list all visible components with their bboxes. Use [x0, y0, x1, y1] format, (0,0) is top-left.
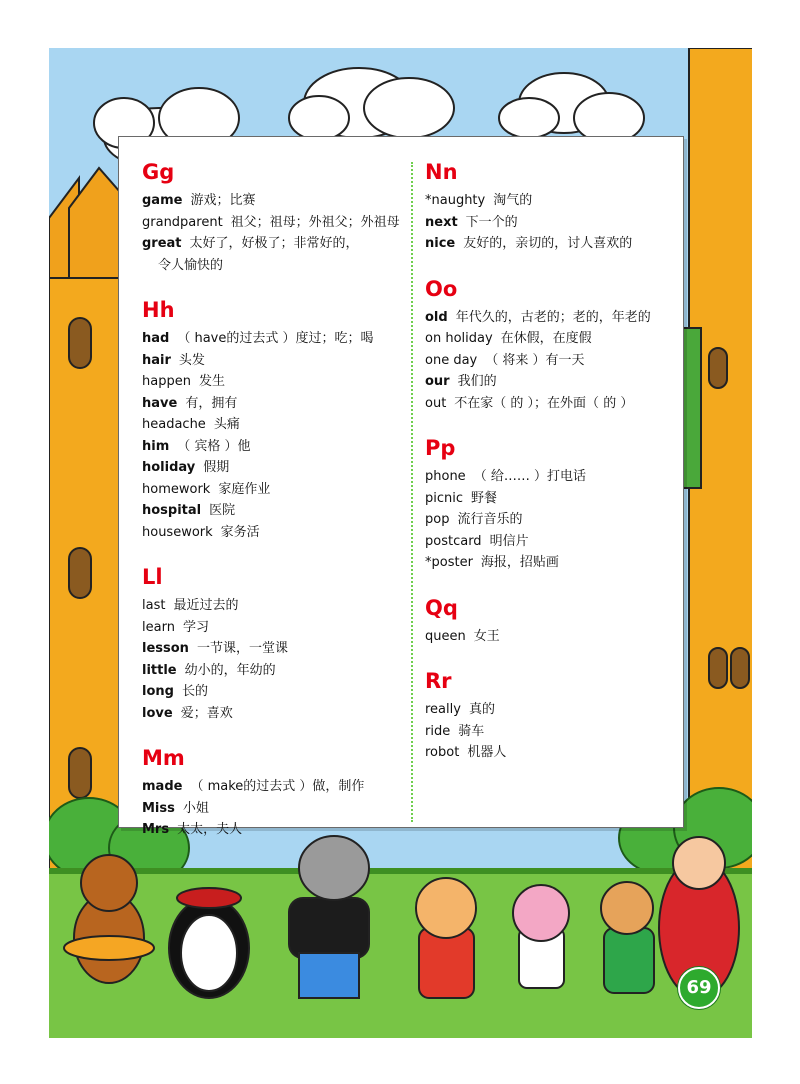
- vocab-word: great: [142, 236, 182, 251]
- vocab-entry: [142, 617, 408, 639]
- section-letter-heading: Ll: [142, 565, 163, 589]
- vocab-word: next: [425, 214, 458, 230]
- vocab-meaning: 太太，夫人: [177, 822, 243, 837]
- vocab-meaning: 骑车: [458, 723, 485, 739]
- vocab-entry: [142, 350, 408, 372]
- vocab-word: little: [142, 662, 177, 678]
- vocab-entry: [142, 479, 408, 501]
- vocab-word: grandparent: [142, 214, 223, 230]
- vocab-entry: [425, 371, 675, 393]
- vocab-word: holiday: [142, 460, 196, 475]
- vocab-word: game: [142, 193, 183, 208]
- vocab-meaning: 海报，招贴画: [480, 555, 559, 570]
- section-letter-heading: Hh: [142, 298, 175, 322]
- vocab-word: pop: [425, 512, 450, 527]
- vocab-entry: [425, 552, 675, 574]
- vocab-word: hospital: [142, 503, 202, 518]
- section-letter-heading: Pp: [425, 436, 456, 460]
- letter-section: [142, 746, 408, 841]
- vocab-meaning: （ 将来 ）有一天: [485, 352, 585, 368]
- letter-section: [425, 436, 675, 574]
- section-letter-heading: Mm: [142, 746, 185, 770]
- vocab-meaning: 下一个的: [465, 214, 518, 230]
- vocab-entry: [142, 436, 408, 458]
- vocab-entry: [142, 457, 408, 479]
- section-letter-heading: Gg: [142, 160, 175, 184]
- vocab-entry: [142, 703, 408, 725]
- letter-section: [425, 160, 675, 255]
- vocab-entry: [142, 776, 408, 798]
- vocab-meaning: 友好的，亲切的，讨人喜欢的: [463, 236, 633, 251]
- vocab-word: phone: [425, 469, 466, 484]
- vocab-word: ride: [425, 723, 451, 739]
- mouse-character: [601, 882, 654, 993]
- vocab-word: *poster: [425, 555, 473, 570]
- vocab-entry: [425, 721, 675, 743]
- vocab-word: last: [142, 598, 166, 613]
- vocab-meaning: 最近过去的: [173, 598, 239, 613]
- left-column: [142, 160, 408, 863]
- vocab-entry: [142, 212, 408, 234]
- letter-section: [142, 298, 408, 543]
- vocab-meaning: （ have的过去式 ）度过；吃；喝: [177, 331, 374, 346]
- vocab-entry: [142, 500, 408, 522]
- vocab-meaning: （ 给…… ）打电话: [473, 469, 586, 484]
- vocab-meaning: 真的: [468, 702, 495, 717]
- vocab-word: hair: [142, 352, 171, 368]
- vocab-entry: [425, 307, 675, 329]
- vocab-meaning: （ 宾格 ）他: [177, 438, 251, 454]
- vocab-word: long: [142, 684, 174, 699]
- vocab-entry: [142, 522, 408, 544]
- vocab-word: headache: [142, 417, 206, 432]
- vocab-meaning-continued: 令人愉快的: [158, 257, 224, 273]
- cat-character: [416, 878, 476, 998]
- vocab-meaning: 不在家（ 的 ）；在外面（ 的 ）: [454, 395, 634, 411]
- vocab-entry: [425, 699, 675, 721]
- vocab-meaning: 家庭作业: [218, 481, 271, 497]
- vocab-word: *naughty: [425, 193, 486, 208]
- vocab-meaning: 小姐: [182, 800, 209, 816]
- vocab-entry: [142, 393, 408, 415]
- vocab-entry: [142, 328, 408, 350]
- section-letter-heading: Oo: [425, 276, 458, 301]
- vocab-word: Mrs: [142, 822, 170, 837]
- vocab-word: love: [142, 705, 173, 721]
- vocab-entry: [425, 466, 675, 488]
- vocab-entry: [142, 638, 408, 660]
- vocab-meaning: 医院: [209, 503, 236, 518]
- vocab-entry: [142, 681, 408, 703]
- vocab-entry: [142, 798, 408, 820]
- vocab-entry: [425, 328, 675, 350]
- vocab-meaning: 在休假，在度假: [500, 331, 592, 346]
- letter-section: [425, 277, 675, 415]
- vocab-meaning: 发生: [198, 374, 225, 389]
- vocab-entry: [425, 742, 675, 764]
- vocab-entry: [142, 371, 408, 393]
- vocab-meaning: 淘气的: [493, 193, 533, 208]
- vocab-entry: [425, 350, 675, 372]
- vocab-word: out: [425, 395, 447, 411]
- letter-section: [425, 596, 675, 648]
- vocab-word: queen: [425, 628, 466, 644]
- vocab-entry: [425, 190, 675, 212]
- vocab-meaning: 机器人: [467, 745, 507, 760]
- vocab-entry: [142, 595, 408, 617]
- vocab-meaning: 野餐: [471, 490, 498, 506]
- letter-section: [142, 160, 408, 276]
- vocab-meaning: 流行音乐的: [457, 512, 523, 527]
- vocab-meaning: 幼小的，年幼的: [184, 662, 276, 678]
- vocab-entry: [142, 190, 408, 212]
- vocab-entry: [425, 233, 675, 255]
- vocab-entry: [425, 393, 675, 415]
- section-letter-heading: Nn: [425, 160, 458, 184]
- vocab-entry: [142, 414, 408, 436]
- vocab-entry: [425, 488, 675, 510]
- vocab-meaning: 头发: [178, 352, 205, 368]
- vocab-meaning: 太好了，好极了；非常好的，: [189, 236, 359, 251]
- vocab-word: our: [425, 374, 450, 389]
- vocab-entry: [425, 509, 675, 531]
- vocab-word: Miss: [142, 800, 175, 816]
- vocab-word: learn: [142, 619, 175, 635]
- letter-section: [142, 565, 408, 724]
- vocab-word: picnic: [425, 490, 464, 506]
- vocab-entry: [425, 531, 675, 553]
- vocab-word: lesson: [142, 641, 189, 656]
- vocab-meaning: 女王: [473, 628, 500, 644]
- vocab-word: have: [142, 395, 178, 411]
- vocab-word: robot: [425, 745, 460, 760]
- vocab-word: homework: [142, 481, 211, 497]
- vocab-word: postcard: [425, 533, 482, 549]
- letter-section: [425, 669, 675, 764]
- vocab-word: had: [142, 331, 170, 346]
- section-letter-heading: Rr: [425, 669, 452, 693]
- vocab-word: made: [142, 779, 183, 794]
- section-letter-heading: Qq: [425, 595, 458, 620]
- vocab-word: happen: [142, 374, 191, 389]
- vocab-word: really: [425, 702, 461, 717]
- vocab-meaning: 祖父；祖母；外祖父；外祖母: [230, 214, 400, 230]
- vocab-meaning: 长的: [181, 684, 208, 699]
- vocab-meaning: 年代久的，古老的；老的，年老的: [455, 309, 651, 325]
- vocab-meaning: 明信片: [489, 533, 529, 549]
- vocab-meaning: 一节课，一堂课: [196, 641, 288, 656]
- vocab-meaning: 学习: [182, 619, 209, 635]
- vocab-word: old: [425, 309, 448, 325]
- page-number: 69: [678, 967, 720, 1009]
- column-divider: [411, 162, 413, 822]
- vocab-word: one day: [425, 352, 478, 368]
- pig-character: [513, 885, 569, 988]
- vocab-word: nice: [425, 236, 456, 251]
- vocab-word: housework: [142, 524, 213, 540]
- vocab-meaning: 头痛: [213, 417, 240, 432]
- vocab-meaning: 爱；喜欢: [180, 705, 233, 721]
- vocab-meaning: 家务活: [220, 524, 260, 540]
- vocab-word: on holiday: [425, 331, 493, 346]
- vocab-entry: [142, 819, 408, 841]
- vocab-word: him: [142, 438, 170, 454]
- vocab-entry: [142, 233, 408, 276]
- vocab-meaning: 有，拥有: [185, 395, 238, 411]
- right-column: [425, 160, 675, 786]
- vocab-meaning: 游戏；比赛: [190, 193, 256, 208]
- vocab-entry: [425, 626, 675, 648]
- vocab-meaning: 假期: [203, 460, 230, 475]
- vocab-entry: [425, 212, 675, 234]
- vocab-meaning: 我们的: [457, 374, 497, 389]
- vocab-meaning: （ make的过去式 ）做，制作: [190, 779, 365, 794]
- vocab-entry: [142, 660, 408, 682]
